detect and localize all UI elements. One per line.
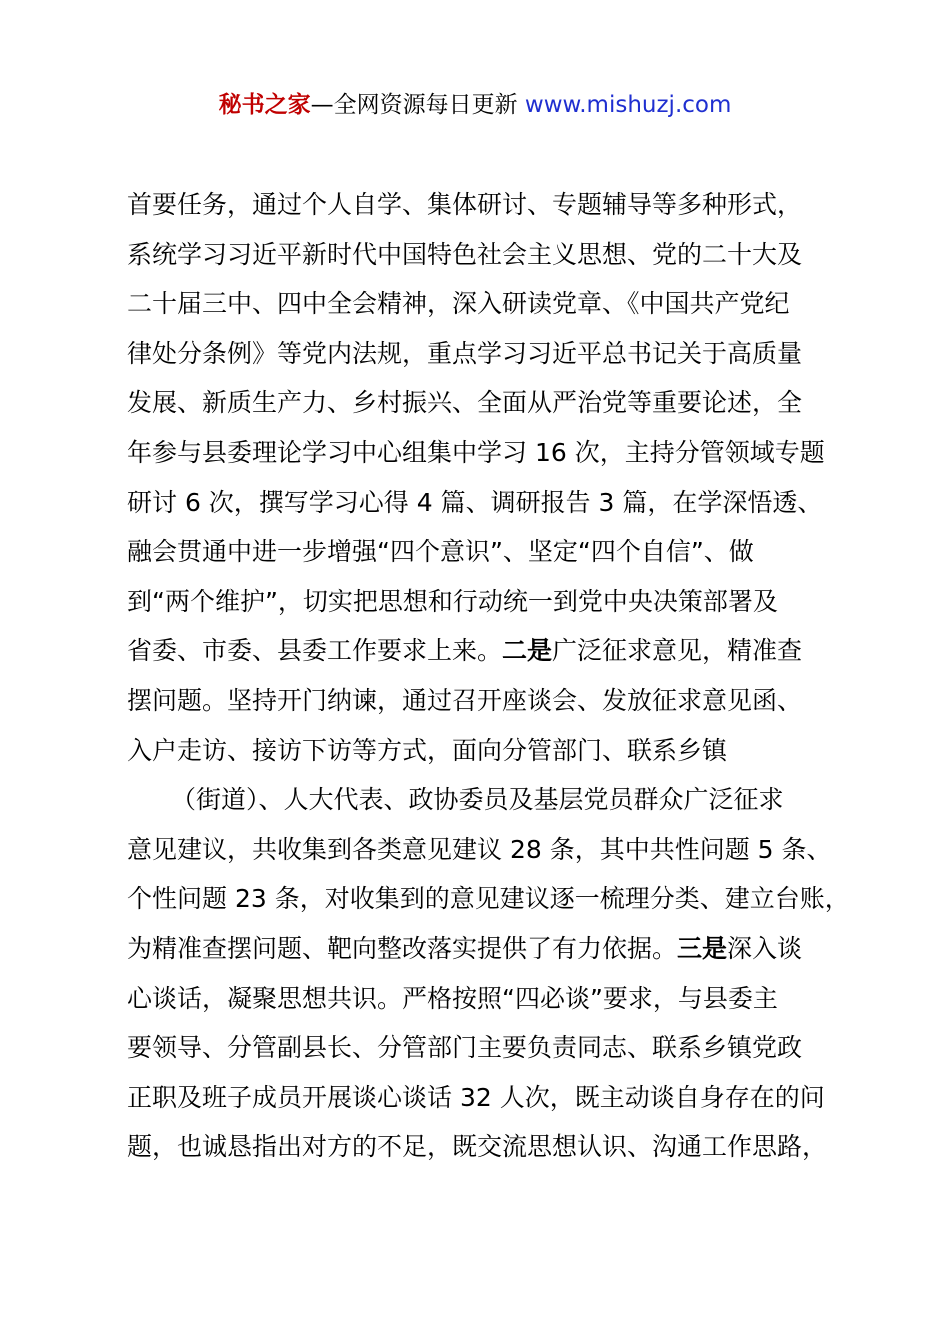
text-line: 题，也诚恳指出对方的不足，既交流思想认识、沟通工作思路，	[127, 1132, 828, 1162]
text-line: （街道）、人大代表、政协委员及基层党员群众广泛征求	[171, 785, 784, 815]
point-marker-third: 三是	[677, 933, 728, 963]
text-line: 发展、新质生产力、乡村振兴、全面从严治党等重要论述，全	[127, 388, 803, 418]
site-url-link[interactable]: www.mishuzj.com	[524, 92, 732, 118]
text-line: 融会贯通中进一步增强“四个意识”、坚定“四个自信”、做	[127, 537, 754, 567]
text-line: 律处分条例》等党内法规，重点学习习近平总书记关于高质量	[127, 338, 803, 368]
text-line: 省委、市委、县委工作要求上来。二是广泛征求意见，精准查	[127, 636, 803, 666]
text-line: 二十届三中、四中全会精神，深入研读党章、《中国共产党纪	[127, 289, 790, 319]
text-line: 到“两个维护”，切实把思想和行动统一到党中央决策部署及	[127, 586, 778, 616]
text-line: 意见建议，共收集到各类意见建议 28 条，其中共性问题 5 条、	[127, 834, 832, 864]
brand-name: 秘书之家	[218, 92, 311, 118]
text-line: 系统学习习近平新时代中国特色社会主义思想、党的二十大及	[127, 239, 803, 269]
text-line: 入户走访、接访下访等方式，面向分管部门、联系乡镇	[127, 735, 728, 765]
text-line: 首要任务，通过个人自学、集体研讨、专题辅导等多种形式，	[127, 190, 803, 219]
document-body	[127, 180, 867, 1172]
document-header	[0, 88, 950, 122]
text-line: 为精准查摆问题、靶向整改落实提供了有力依据。三是深入谈	[127, 933, 803, 963]
point-marker-second: 二是	[502, 636, 553, 666]
text-line: 个性问题 23 条，对收集到的意见建议逐一梳理分类、建立台账，	[127, 884, 850, 914]
text-line: 年参与县委理论学习中心组集中学习 16 次，主持分管领域专题	[127, 437, 825, 467]
text-line: 研讨 6 次，撰写学习心得 4 篇、调研报告 3 篇，在学深悟透、	[127, 487, 823, 517]
text-line: 摆问题。坚持开门纳谏，通过召开座谈会、发放征求意见函、	[127, 685, 803, 715]
text-line: 心谈话，凝聚思想共识。严格按照“四必谈”要求，与县委主	[127, 983, 778, 1013]
header-tagline: —全网资源每日更新	[310, 92, 525, 118]
text-line: 正职及班子成员开展谈心谈话 32 人次，既主动谈自身存在的问	[127, 1082, 825, 1112]
text-line: 要领导、分管副县长、分管部门主要负责同志、联系乡镇党政	[127, 1033, 803, 1063]
